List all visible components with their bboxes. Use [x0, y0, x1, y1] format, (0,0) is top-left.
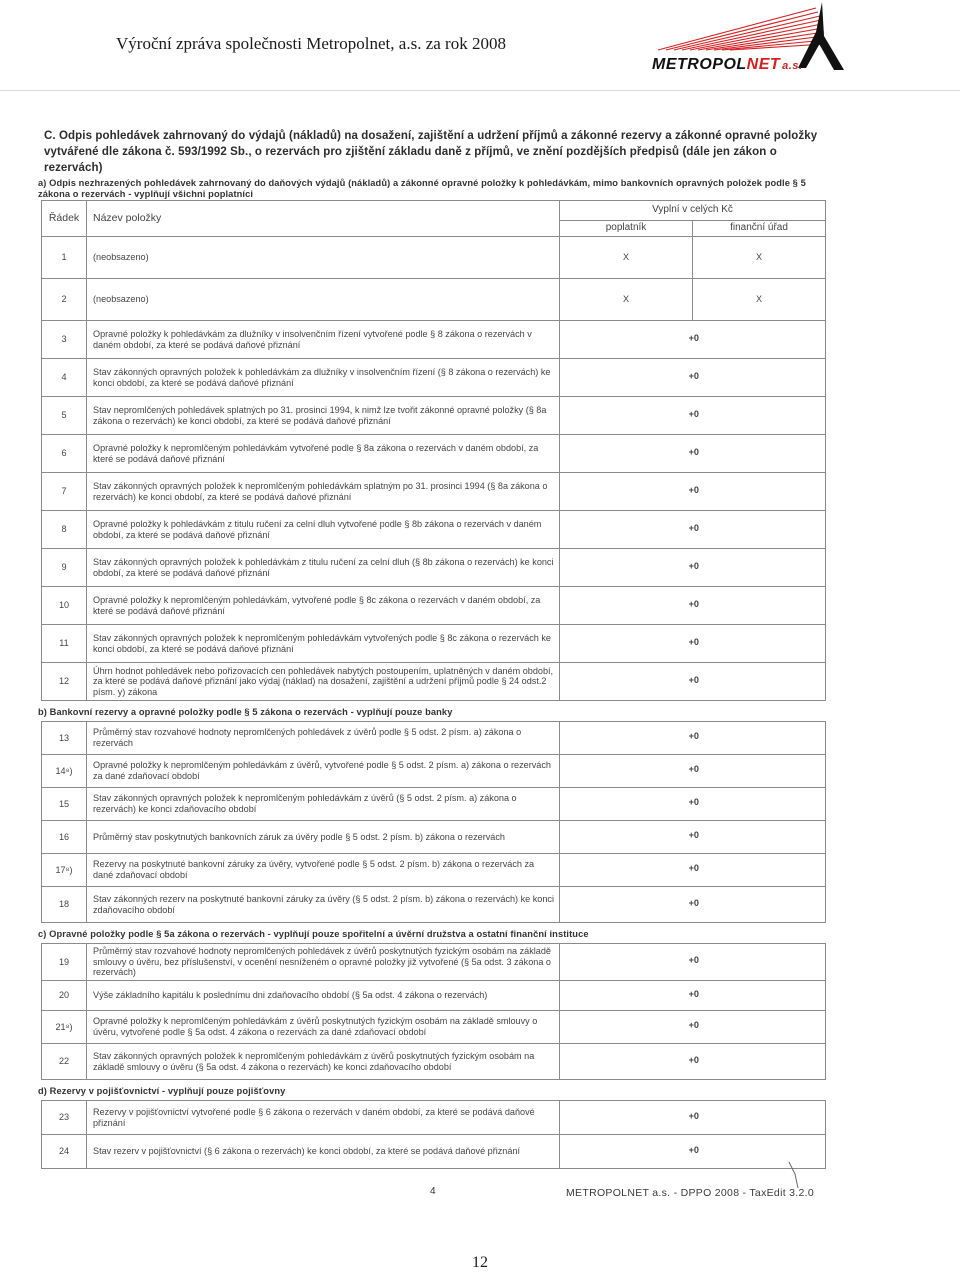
table-row [42, 549, 826, 587]
form-table-a [41, 200, 826, 701]
table-row [42, 321, 826, 359]
table-row [42, 663, 826, 701]
office-value-cell: X [693, 237, 826, 279]
row-number: 24 [42, 1135, 87, 1169]
row-number: 6 [42, 435, 87, 473]
row-number: 16 [42, 821, 87, 854]
row-number: 15 [42, 788, 87, 821]
row-description: Opravné položky k nepromlčeným pohledávkám, vytvořené podle § 8c zákona o rezervách v daném období, za které se podává daňové přiznání [87, 587, 560, 625]
row-value-cell: +0 [560, 1044, 826, 1080]
row-description: Stav zákonných rezerv na poskytnuté bankovní záruky za úvěry (§ 5 odst. 2 písm. b) zákona o rezervách) ke konci zdaňovacího období [87, 887, 560, 923]
page-header [0, 0, 960, 92]
report-title: Výroční zpráva společnosti Metropolnet, a.s. za rok 2008 [116, 34, 506, 53]
row-value-cell: +0 [560, 944, 826, 981]
row-description: Stav zákonných opravných položek k nepromlčeným pohledávkám vytvořených podle § 8c zákona o rezervách ke konci období, za které se podává daňové přiznání [87, 625, 560, 663]
table-row [42, 397, 826, 435]
table-row [42, 887, 826, 923]
scanned-form [38, 128, 838, 1169]
form-table-b [41, 721, 826, 923]
subsection-b-title: b) Bankovní rezervy a opravné položky podle § 5 zákona o rezervách - vyplňují pouze banky [38, 707, 453, 717]
row-value-cell: +0 [560, 981, 826, 1011]
row-description: Stav zákonných opravných položek k nepromlčeným pohledávkám z úvěrů poskytnutých fyzickým osobám na základě smlouvy o úvěru (§ 5a odst. 4 zákona o rezervách) ke konci zdaňovacího období [87, 1044, 560, 1080]
row-number: 20 [42, 981, 87, 1011]
table-row [42, 625, 826, 663]
header-name-label: Název položky [87, 201, 560, 237]
subsection-a-title: a) Odpis nezhrazených pohledávek zahrnovaný do daňových výdajů (nákladů) a zákonné opravné položky k pohledávkám, mimo bankovních opravných položek podle § 5 zákona o rezervách - vyplňují všichni poplatníci [38, 178, 806, 199]
row-number: 13 [42, 722, 87, 755]
table-row [42, 237, 826, 279]
row-description: Opravné položky k nepromlčeným pohledávkám vytvořené podle § 8a zákona o rezervách v daném období, za které se podává daňové přiznání [87, 435, 560, 473]
table-row [42, 981, 826, 1011]
row-description: Stav zákonných opravných položek k nepromlčeným pohledávkám z úvěrů (§ 5 odst. 2 písm. a) zákona o rezervách) ke konci zdaňovacího období [87, 788, 560, 821]
row-description: Průměrný stav poskytnutých bankovních záruk za úvěry podle § 5 odst. 2 písm. b) zákona o rezervách [87, 821, 560, 854]
page-number: 12 [472, 1254, 488, 1271]
row-description: Opravné položky k pohledávkám z titulu ručení za celní dluh vytvořené podle § 8b zákona o rezervách v daném období, za které se podává daňové přiznání [87, 511, 560, 549]
table-row [42, 854, 826, 887]
row-value-cell: +0 [560, 397, 826, 435]
row-description: Rezervy v pojišťovnictví vytvořené podle § 6 zákona o rezervách v daném období, za které se podává daňové přiznání [87, 1101, 560, 1135]
row-description: Průměrný stav rozvahové hodnoty nepromlčených pohledávek z úvěrů podle § 5 odst. 2 písm. a) zákona o rezervách [87, 722, 560, 755]
row-description: Opravné položky k pohledávkám za dlužníky v insolvenčním řízení vytvořené podle § 8 zákona o rezervách v daném období, za které se podává daňové přiznání [87, 321, 560, 359]
table-row [42, 1011, 826, 1044]
row-description: Stav zákonných opravných položek k pohledávkám z titulu ručení za celní dluh (§ 8b zákona o rezervách) ke konci období, za které se podává daňové přiznání [87, 549, 560, 587]
row-number: 1 [42, 237, 87, 279]
table-row [42, 473, 826, 511]
row-value-cell: +0 [560, 722, 826, 755]
subsection-d-title: d) Rezervy v pojišťovnictví - vyplňují pouze pojišťovny [38, 1086, 286, 1096]
scan-footer-text: METROPOLNET a.s. - DPPO 2008 - TaxEdit 3.2.0 [566, 1187, 814, 1199]
row-value-cell: +0 [560, 587, 826, 625]
row-value-cell: +0 [560, 321, 826, 359]
row-number: 22 [42, 1044, 87, 1080]
header-col-payer: poplatník [560, 221, 693, 237]
table-row [42, 1101, 826, 1135]
table-row [42, 279, 826, 321]
row-number: 7 [42, 473, 87, 511]
row-value-cell: +0 [560, 511, 826, 549]
row-number: 23 [42, 1101, 87, 1135]
row-description: Stav rezerv v pojišťovnictví (§ 6 zákona o rezervách) ke konci období, za které se podává daňové přiznání [87, 1135, 560, 1169]
row-description: Výše základního kapitálu k poslednímu dni zdaňovacího období (§ 5a odst. 4 zákona o rezervách) [87, 981, 560, 1011]
table-row [42, 587, 826, 625]
row-value-cell: +0 [560, 755, 826, 788]
row-value-cell: +0 [560, 359, 826, 397]
row-number: 11 [42, 625, 87, 663]
row-description: Úhrn hodnot pohledávek nebo pořizovacích cen pohledávek nabytých postoupením, uplatněných v daném období, za které se podává daňové přiznání jako výdaj (náklad) na dosažení, zajištění a udržení příjmů podle § 24 odst.2 písm. y) zákona [87, 663, 560, 701]
table-row [42, 821, 826, 854]
office-value-cell: X [693, 279, 826, 321]
row-value-cell: +0 [560, 473, 826, 511]
row-description: Průměrný stav rozvahové hodnoty nepromlčených pohledávek z úvěrů poskytnutých fyzickým osobám na základě smlouvy o úvěru, bez příslušenství, v ocenění nesníženém o opravné položky již vytvořené (§ 5a odst. 3 zákona o rezervách) [87, 944, 560, 981]
row-number: 17⁸) [42, 854, 87, 887]
row-number: 14⁸) [42, 755, 87, 788]
row-value-cell: +0 [560, 549, 826, 587]
table-header-row-top [42, 201, 826, 221]
row-number: 9 [42, 549, 87, 587]
row-value-cell: +0 [560, 1135, 826, 1169]
row-value-cell: +0 [560, 663, 826, 701]
header-fill-label: Vyplní v celých Kč [560, 201, 826, 221]
row-description: Stav zákonných opravných položek k nepromlčeným pohledávkám splatným po 31. prosinci 1994 (§ 8a zákona o rezervách) ke konci období, za které se podává daňové přiznání [87, 473, 560, 511]
row-number: 21⁸) [42, 1011, 87, 1044]
subsection-c-title: c) Opravné položky podle § 5a zákona o rezervách - vyplňují pouze spořitelní a úvěrní družstva a ostatní finanční instituce [38, 929, 589, 939]
table-row [42, 359, 826, 397]
row-description: (neobsazeno) [87, 237, 560, 279]
row-value-cell: +0 [560, 1011, 826, 1044]
logo-wordmark: METROPOLNET a.s. [652, 56, 803, 73]
payer-value-cell: X [560, 279, 693, 321]
payer-value-cell: X [560, 237, 693, 279]
row-value-cell: +0 [560, 821, 826, 854]
table-row [42, 755, 826, 788]
row-description: Rezervy na poskytnuté bankovní záruky za úvěry, vytvořené podle § 5 odst. 2 písm. b) zákona o rezervách za dané zdaňovací období [87, 854, 560, 887]
row-number: 10 [42, 587, 87, 625]
row-value-cell: +0 [560, 435, 826, 473]
row-value-cell: +0 [560, 625, 826, 663]
form-table-c [41, 943, 826, 1080]
row-number: 4 [42, 359, 87, 397]
row-number: 5 [42, 397, 87, 435]
header-divider [0, 90, 960, 91]
section-c-title: C. Odpis pohledávek zahrnovaný do výdajů (nákladů) na dosažení, zajištění a udržení příjmů a zákonné rezervy a zákonné opravné položky vytvářené dle zákona č. 593/1992 Sb., o rezervách pro zjištění základu daně z příjmů, ve znění pozdějších předpisů (dále jen zákon o rezervách) [44, 130, 818, 174]
row-value-cell: +0 [560, 887, 826, 923]
metropolnet-logo [648, 2, 848, 80]
row-number: 19 [42, 944, 87, 981]
row-number: 12 [42, 663, 87, 701]
row-value-cell: +0 [560, 788, 826, 821]
row-number: 18 [42, 887, 87, 923]
row-number: 8 [42, 511, 87, 549]
row-description: Opravné položky k nepromlčeným pohledávkám z úvěrů poskytnutých fyzickým osobám na základě smlouvy o úvěru, vytvořené podle § 5a odst. 4 zákona o rezervách za dané zdaňovací období [87, 1011, 560, 1044]
row-description: (neobsazeno) [87, 279, 560, 321]
table-row [42, 944, 826, 981]
header-col-office: finanční úřad [693, 221, 826, 237]
scan-page-mark: 4 [430, 1186, 436, 1197]
header-row-label: Řádek [42, 201, 87, 237]
table-row [42, 511, 826, 549]
table-row [42, 435, 826, 473]
form-table-d [41, 1100, 826, 1169]
row-description: Stav nepromlčených pohledávek splatných po 31. prosinci 1994, k nimž lze tvořit zákonné opravné položky (§ 8a zákona o rezervách) ke konci období, za které se podává daňové přiznání [87, 397, 560, 435]
table-row [42, 1135, 826, 1169]
table-row [42, 788, 826, 821]
row-description: Stav zákonných opravných položek k pohledávkám za dlužníky v insolvenčním řízení (§ 8 zákona o rezervách) ke konci období, za které se podává daňové přiznání [87, 359, 560, 397]
row-value-cell: +0 [560, 1101, 826, 1135]
scan-footer [38, 1186, 838, 1202]
row-description: Opravné položky k nepromlčeným pohledávkám z úvěrů, vytvořené podle § 5 odst. 2 písm. a) zákona o rezervách za dané zdaňovací období [87, 755, 560, 788]
row-number: 2 [42, 279, 87, 321]
row-value-cell: +0 [560, 854, 826, 887]
table-row [42, 722, 826, 755]
table-row [42, 1044, 826, 1080]
row-number: 3 [42, 321, 87, 359]
